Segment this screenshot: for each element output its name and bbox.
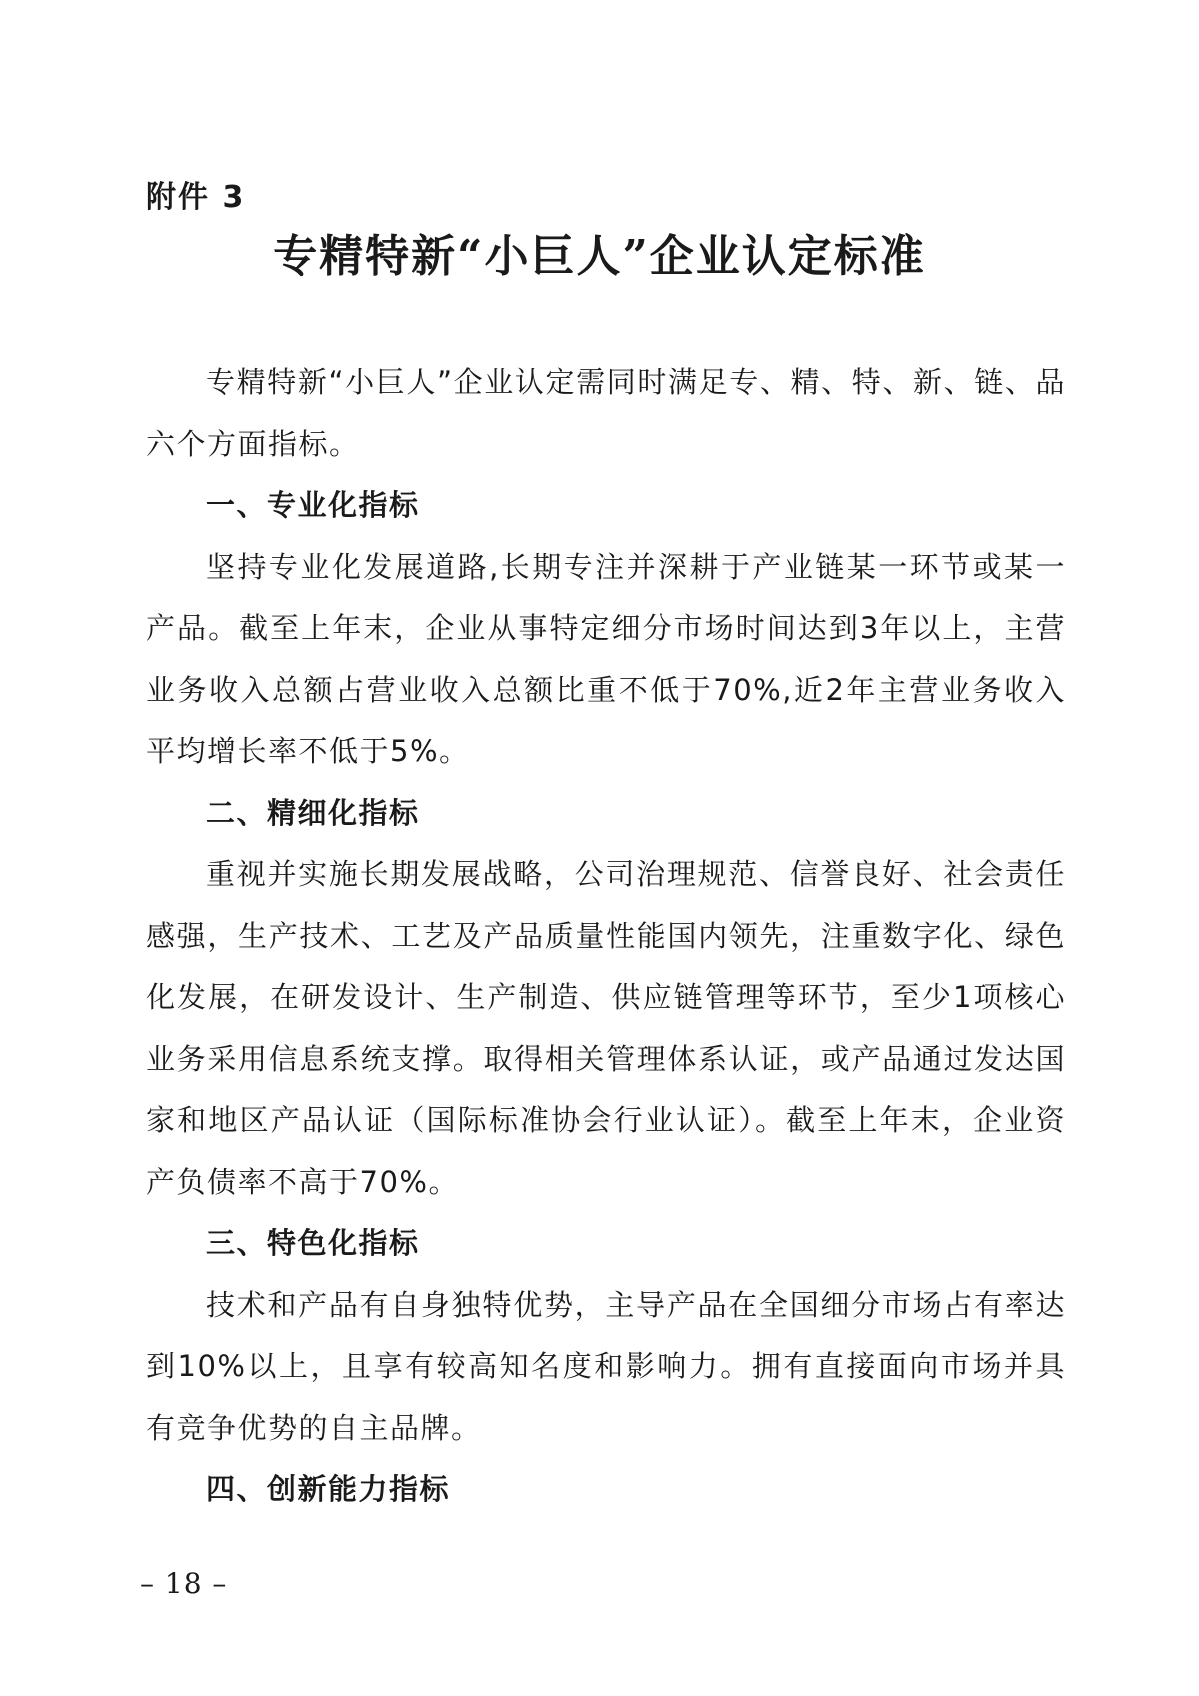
section-text-refinement: 重视并实施长期发展战略，公司治理规范、信誉良好、社会责任感强，生产技术、工艺及产品质量性能国内领先，注重数字化、绿色化发展，在研发设计、生产制造、供应链管理等环节，至少1项核心业务采用信息系统支撑。取得相关管理体系认证，或产品通过发达国家和地区产品认证（国际标准协会行业认证）。截至上年末，企业资产负债率不高于70%。 (146, 857, 1066, 1199)
section-heading-refinement: 二、精细化指标 (206, 795, 420, 830)
section-heading-specialization: 一、专业化指标 (206, 488, 420, 522)
section-text-characteristic: 技术和产品有自身独特优势，主导产品在全国细分市场占有率达到10%以上，且享有较高知名度和影响力。拥有直接面向市场并具有竞争优势的自主品牌。 (146, 1287, 1066, 1445)
document-body (146, 352, 1066, 1521)
page-number: – 18 – (140, 1567, 228, 1600)
attachment-label: 附件 3 (146, 180, 246, 215)
section-heading-characteristic: 三、特色化指标 (206, 1226, 420, 1260)
section-text-specialization: 坚持专业化发展道路,长期专注并深耕于产业链某一环节或某一产品。截至上年末，企业从事特定细分市场时间达到3年以上，主营业务收入总额占营业收入总额比重不低于70%,近2年主营业务收入平均增长率不低于5%。 (146, 549, 1066, 768)
section-heading-innovation: 四、创新能力指标 (206, 1472, 451, 1506)
page-title: 专精特新“小巨人”企业认定标准 (273, 231, 926, 282)
intro-paragraph: 专精特新“小巨人”企业认定需同时满足专、精、特、新、链、品六个方面指标。 (146, 365, 1066, 461)
